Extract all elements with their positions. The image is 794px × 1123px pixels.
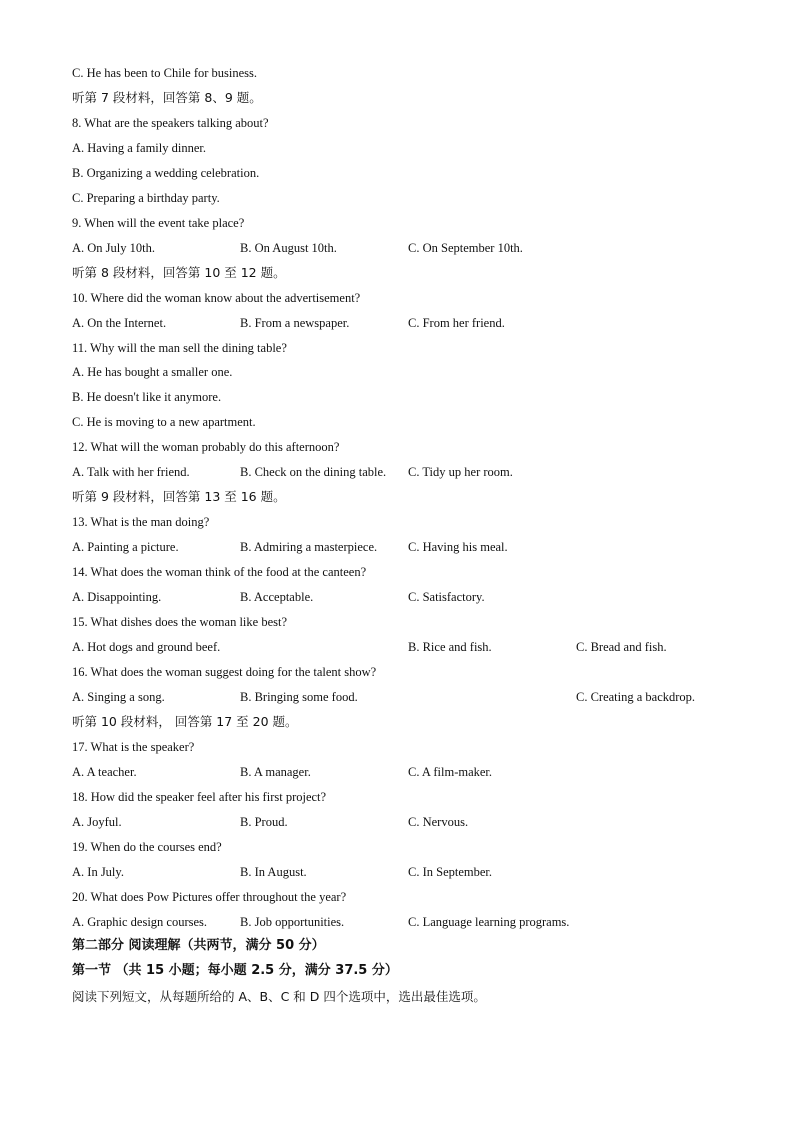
part-heading: 第二部分 阅读理解（共两节，满分 50 分） [72, 938, 325, 953]
question-19: 19. When do the courses end? [72, 840, 222, 854]
option-c: C. From her friend. [408, 316, 505, 330]
question-15: 15. What dishes does the woman like best? [72, 615, 288, 629]
option-a: A. Joyful. [72, 815, 122, 829]
option-c: C. Bread and fish. [576, 640, 667, 654]
question-10: 10. Where did the woman know about the advertisement? [72, 291, 361, 305]
question-18: 18. How did the speaker feel after his first project? [72, 790, 327, 804]
section-instruction: 听第 7 段材料，回答第 8、9 题。 [72, 90, 262, 105]
option-line: C. He has been to Chile for business. [72, 66, 258, 80]
question-14: 14. What does the woman think of the food at the canteen? [72, 565, 367, 579]
option-a: A. In July. [72, 865, 124, 879]
option-b: B. On August 10th. [240, 241, 337, 255]
question-16: 16. What does the woman suggest doing for the talent show? [72, 665, 377, 679]
option-c: C. Creating a backdrop. [576, 690, 696, 704]
option-a: A. Graphic design courses. [72, 915, 208, 929]
option-c: C. Satisfactory. [408, 590, 485, 604]
option-c: C. In September. [408, 865, 493, 879]
option-a: A. Disappointing. [72, 590, 162, 604]
option-a: A. On the Internet. [72, 316, 167, 330]
section-instruction: 听第 8 段材料，回答第 10 至 12 题。 [72, 265, 286, 280]
option-a: A. Talk with her friend. [72, 465, 190, 479]
option-c: C. Preparing a birthday party. [72, 191, 220, 205]
option-c: C. On September 10th. [408, 241, 523, 255]
section-heading: 第一节 （共 15 小题；每小题 2.5 分，满分 37.5 分） [72, 963, 398, 978]
option-c: C. He is moving to a new apartment. [72, 415, 256, 429]
option-b: B. In August. [240, 865, 307, 879]
option-b: B. Proud. [240, 815, 288, 829]
question-9: 9. When will the event take place? [72, 216, 245, 230]
option-a: A. On July 10th. [72, 241, 155, 255]
reading-instruction: 阅读下列短文，从每题所给的 A、B、C 和 D 四个选项中，选出最佳选项。 [72, 989, 486, 1004]
question-11: 11. Why will the man sell the dining table? [72, 341, 287, 355]
option-b: B. A manager. [240, 765, 311, 779]
option-a: A. Hot dogs and ground beef. [72, 640, 221, 654]
option-b: B. Acceptable. [240, 590, 314, 604]
option-a: A. Having a family dinner. [72, 141, 206, 155]
option-b: B. Check on the dining table. [240, 465, 387, 479]
question-13: 13. What is the man doing? [72, 515, 210, 529]
option-a: A. Painting a picture. [72, 540, 179, 554]
question-17: 17. What is the speaker? [72, 740, 195, 754]
option-c: C. Language learning programs. [408, 915, 570, 929]
option-b: B. Admiring a masterpiece. [240, 540, 378, 554]
option-a: A. A teacher. [72, 765, 137, 779]
question-12: 12. What will the woman probably do this afternoon? [72, 440, 340, 454]
option-a: A. Singing a song. [72, 690, 165, 704]
option-c: C. Tidy up her room. [408, 465, 513, 479]
option-b: B. Organizing a wedding celebration. [72, 166, 260, 180]
option-c: C. Nervous. [408, 815, 469, 829]
option-c: C. A film-maker. [408, 765, 493, 779]
option-b: B. From a newspaper. [240, 316, 350, 330]
option-c: C. Having his meal. [408, 540, 508, 554]
question-20: 20. What does Pow Pictures offer throughout the year? [72, 890, 347, 904]
question-8: 8. What are the speakers talking about? [72, 116, 269, 130]
section-instruction: 听第 10 段材料， 回答第 17 至 20 题。 [72, 714, 298, 729]
option-b: B. Rice and fish. [408, 640, 492, 654]
option-b: B. Job opportunities. [240, 915, 345, 929]
section-instruction: 听第 9 段材料，回答第 13 至 16 题。 [72, 489, 286, 504]
option-b: B. Bringing some food. [240, 690, 358, 704]
option-b: B. He doesn't like it anymore. [72, 390, 222, 404]
option-a: A. He has bought a smaller one. [72, 365, 233, 379]
